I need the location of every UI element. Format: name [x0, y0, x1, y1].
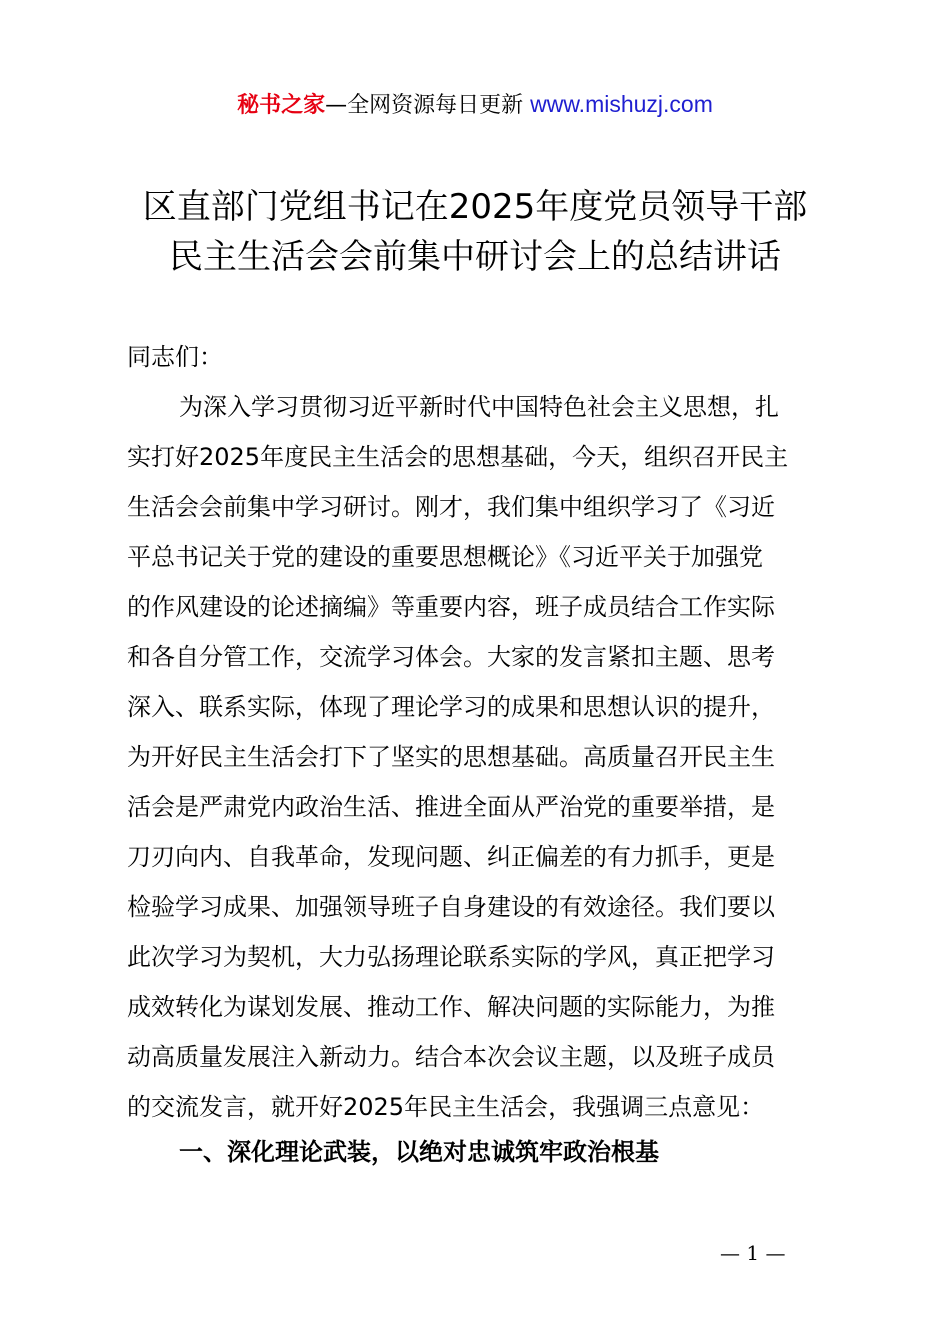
site-brand: 秘书之家 — [237, 93, 326, 118]
section-heading-1: 一、深化理论武装，以绝对忠诚筑牢政治根基 — [179, 1138, 659, 1166]
title-line-1: 区直部门党组书记在2025年度党员领导干部 — [142, 187, 808, 227]
paragraph-line: 为深入学习贯彻习近平新时代中国特色社会主义思想，扎 — [179, 393, 779, 421]
greeting: 同志们： — [127, 343, 223, 371]
paragraph-line: 成效转化为谋划发展、推动工作、解决问题的实际能力，为推 — [127, 993, 775, 1021]
paragraph-line: 的交流发言，就开好2025年民主生活会，我强调三点意见： — [127, 1093, 765, 1121]
paragraph-line: 生活会会前集中学习研讨。刚才，我们集中组织学习了《习近 — [127, 493, 775, 521]
paragraph-line: 和各自分管工作，交流学习体会。大家的发言紧扣主题、思考 — [127, 643, 775, 671]
paragraph-line: 动高质量发展注入新动力。结合本次会议主题，以及班子成员 — [127, 1043, 775, 1071]
site-header — [0, 86, 950, 124]
paragraph-line: 此次学习为契机，大力弘扬理论联系实际的学风，真正把学习 — [127, 943, 775, 971]
paragraph-line: 的作风建设的论述摘编》等重要内容，班子成员结合工作实际 — [127, 593, 775, 621]
paragraph-line: 活会是严肃党内政治生活、推进全面从严治党的重要举措，是 — [127, 793, 775, 821]
paragraph-line: 实打好2025年度民主生活会的思想基础，今天，组织召开民主 — [127, 443, 789, 471]
title-line-2: 民主生活会会前集中研讨会上的总结讲话 — [169, 237, 781, 277]
paragraph-line: 平总书记关于党的建设的重要思想概论》《习近平关于加强党 — [127, 543, 763, 571]
page-number: — 1 — — [720, 1241, 786, 1265]
body-paragraph — [127, 382, 847, 1132]
paragraph-line: 深入、联系实际，体现了理论学习的成果和思想认识的提升， — [127, 693, 775, 721]
paragraph-line: 检验学习成果、加强领导班子自身建设的有效途径。我们要以 — [127, 893, 775, 921]
paragraph-line: 刀刃向内、自我革命，发现问题、纠正偏差的有力抓手，更是 — [127, 843, 775, 871]
document-title — [0, 182, 950, 282]
site-tagline: —全网资源每日更新 — [325, 93, 531, 118]
site-url-link[interactable]: www.mishuzj.com — [530, 91, 713, 117]
paragraph-line: 为开好民主生活会打下了坚实的思想基础。高质量召开民主生 — [127, 743, 775, 771]
